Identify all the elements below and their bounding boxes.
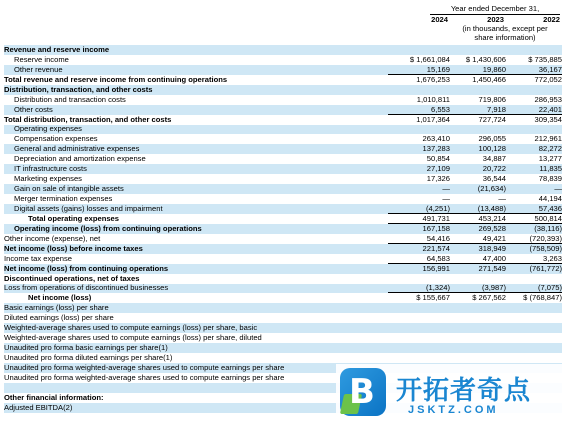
year-2022: 2022: [543, 15, 560, 24]
row-label: Distribution and transaction costs: [14, 94, 126, 104]
value-2022: $ 735,885: [528, 54, 562, 64]
row-label: Weighted-average shares used to compute earnings (loss) per share, basic: [4, 323, 258, 333]
value-2023: —: [498, 194, 506, 204]
value-2024: 167,158: [388, 223, 450, 234]
units-note-2: share information): [474, 33, 536, 42]
value-2024: 1,010,811: [416, 94, 450, 104]
value-2022: 78,839: [538, 174, 562, 184]
table-row: [4, 323, 562, 333]
value-2023: 100,128: [478, 144, 506, 154]
table-row: [4, 343, 562, 353]
units-note-1: (in thousands, except per: [462, 24, 548, 33]
row-label: Compensation expenses: [14, 134, 98, 144]
table-row: [4, 244, 562, 254]
table-row: [4, 85, 562, 95]
value-2023: $ 267,562: [450, 292, 506, 305]
table-row: [4, 144, 562, 154]
value-2022: 309,354: [506, 114, 562, 125]
row-label: Adjusted EBITDA(2): [4, 402, 73, 412]
row-label: Other revenue: [14, 64, 63, 74]
value-2023: (21,634): [477, 184, 506, 194]
table-row: [4, 184, 562, 194]
value-2024: 137,283: [422, 144, 450, 154]
value-2024: $ 155,667: [388, 292, 450, 305]
value-2022: $ (768,847): [506, 292, 562, 305]
income-statement-table: [4, 45, 562, 413]
value-2024: —: [442, 184, 450, 194]
table-row: [4, 55, 562, 65]
row-label: Total operating expenses: [28, 213, 120, 223]
value-2022: 82,272: [538, 144, 562, 154]
table-row: [4, 45, 562, 55]
value-2022: 44,194: [538, 194, 562, 204]
value-2024: 1,676,253: [388, 74, 450, 85]
value-2022: —: [554, 184, 562, 194]
value-2023: 20,722: [482, 164, 506, 174]
table-row: [4, 224, 562, 234]
value-2024: 156,991: [388, 263, 450, 274]
column-header: [390, 4, 560, 42]
value-2023: 296,055: [478, 134, 506, 144]
value-2023: 727,724: [450, 114, 506, 125]
value-2022: 13,277: [538, 154, 562, 164]
row-label: Discontinued operations, net of taxes: [4, 273, 140, 283]
row-label: Diluted earnings (loss) per share: [4, 313, 114, 323]
row-label: Income tax expense: [4, 253, 72, 263]
row-label: Net income (loss) from continuing operations: [4, 263, 169, 273]
table-row: [4, 264, 562, 274]
table-row: [4, 333, 562, 343]
value-2023: 19,860: [482, 64, 506, 74]
watermark-logo: [336, 364, 568, 424]
value-2022: (38,116): [506, 223, 562, 234]
value-2024: (1,324): [425, 283, 450, 293]
value-2022: 500,814: [506, 213, 562, 224]
value-2024: 263,410: [422, 134, 450, 144]
table-row: [4, 194, 562, 204]
row-label: General and administrative expenses: [14, 144, 140, 154]
value-2023: 47,400: [482, 253, 506, 263]
table-row: [4, 95, 562, 105]
row-label: Gain on sale of intangible assets: [14, 184, 124, 194]
value-2024: 54,416: [426, 233, 450, 243]
row-label: Loss from operations of discontinued businesses: [4, 283, 169, 293]
row-label: Unaudited pro forma basic earnings per share(1): [4, 343, 168, 353]
value-2022: 286,953: [534, 94, 562, 104]
value-2023: (13,488): [477, 203, 506, 213]
value-2022: 3,263: [542, 253, 562, 263]
table-row: [4, 164, 562, 174]
row-label: Unaudited pro forma diluted earnings per share(1): [4, 353, 173, 363]
row-label: Operating expenses: [14, 124, 82, 134]
value-2022: 57,436: [538, 203, 562, 213]
value-2023: 7,918: [486, 104, 506, 114]
value-2022: 36,167: [538, 64, 562, 74]
value-2022: (720,393): [529, 233, 562, 243]
row-label: Net income (loss) before income taxes: [4, 243, 143, 253]
value-2023: 1,450,466: [450, 74, 506, 85]
row-label: Weighted-average shares used to compute earnings (loss) per share, diluted: [4, 333, 262, 343]
value-2022: (7,075): [537, 283, 562, 293]
value-2024: 27,109: [426, 164, 450, 174]
value-2024: 221,574: [388, 243, 450, 254]
value-2024: 15,169: [426, 64, 450, 74]
value-2024: 1,017,364: [388, 114, 450, 125]
table-row: [4, 303, 562, 313]
table-row: [4, 75, 562, 85]
brand-name-cn: 开拓者奇点: [396, 376, 532, 406]
value-2024: 17,326: [426, 174, 450, 184]
value-2023: 271,549: [450, 263, 506, 274]
year-2024: 2024: [431, 15, 448, 24]
value-2024: (4,251): [425, 203, 450, 213]
row-label: Digital assets (gains) losses and impairment: [14, 203, 163, 213]
row-label: Other financial information:: [4, 392, 104, 402]
table-row: [4, 274, 562, 284]
row-label: Other income (expense), net: [4, 233, 101, 243]
table-row: [4, 134, 562, 144]
row-label: Unaudited pro forma weighted-average shares used to compute earnings per share: [4, 362, 285, 372]
row-label: Net income (loss): [28, 293, 92, 303]
table-row: [4, 125, 562, 135]
year-ended-label: Year ended December 31,: [430, 4, 560, 15]
brand-logo-icon: B: [340, 368, 386, 416]
brand-name-en: JSKTZ.COM: [408, 404, 499, 416]
table-row: [4, 313, 562, 323]
table-row: [4, 174, 562, 184]
year-2023: 2023: [487, 15, 504, 24]
value-2024: 6,553: [430, 104, 450, 114]
value-2023: 36,544: [482, 174, 506, 184]
row-label: Depreciation and amortization expense: [14, 154, 146, 164]
row-label: Distribution, transaction, and other costs: [4, 84, 153, 94]
table-row: [4, 115, 562, 125]
value-2024: 50,854: [426, 154, 450, 164]
row-label: Total distribution, transaction, and other costs: [4, 114, 172, 124]
table-row: [4, 293, 562, 303]
value-2022: (761,772): [506, 263, 562, 274]
value-2023: $ 1,430,606: [465, 54, 506, 64]
value-2024: $ 1,661,084: [409, 54, 450, 64]
value-2024: 64,583: [426, 253, 450, 263]
row-label: Merger termination expenses: [14, 194, 113, 204]
value-2022: 772,052: [506, 74, 562, 85]
value-2022: 212,961: [534, 134, 562, 144]
value-2023: 34,887: [482, 154, 506, 164]
row-label: Unaudited pro forma weighted-average shares used to compute earnings per share: [4, 372, 285, 382]
row-label: Marketing expenses: [14, 174, 82, 184]
value-2024: —: [442, 194, 450, 204]
value-2022: 11,835: [539, 164, 562, 174]
table-row: [4, 353, 562, 363]
table-row: [4, 154, 562, 164]
row-label: Basic earnings (loss) per share: [4, 303, 109, 313]
row-label: IT infrastructure costs: [14, 164, 87, 174]
value-2023: (3,987): [481, 283, 506, 293]
row-label: Operating income (loss) from continuing operations: [14, 223, 202, 233]
row-label: Reserve income: [14, 54, 69, 64]
value-2023: 318,949: [450, 243, 506, 254]
value-2022: (758,509): [506, 243, 562, 254]
value-2022: 22,401: [538, 104, 562, 114]
value-2023: 719,806: [478, 94, 506, 104]
year-headers: [390, 15, 560, 24]
row-label: Total revenue and reserve income from continuing operations: [4, 74, 228, 84]
value-2023: 269,528: [450, 223, 506, 234]
row-label: Revenue and reserve income: [4, 44, 110, 54]
value-2023: 453,214: [450, 213, 506, 224]
row-label: Other costs: [14, 104, 53, 114]
value-2024: 491,731: [388, 213, 450, 224]
value-2023: 49,421: [482, 233, 506, 243]
